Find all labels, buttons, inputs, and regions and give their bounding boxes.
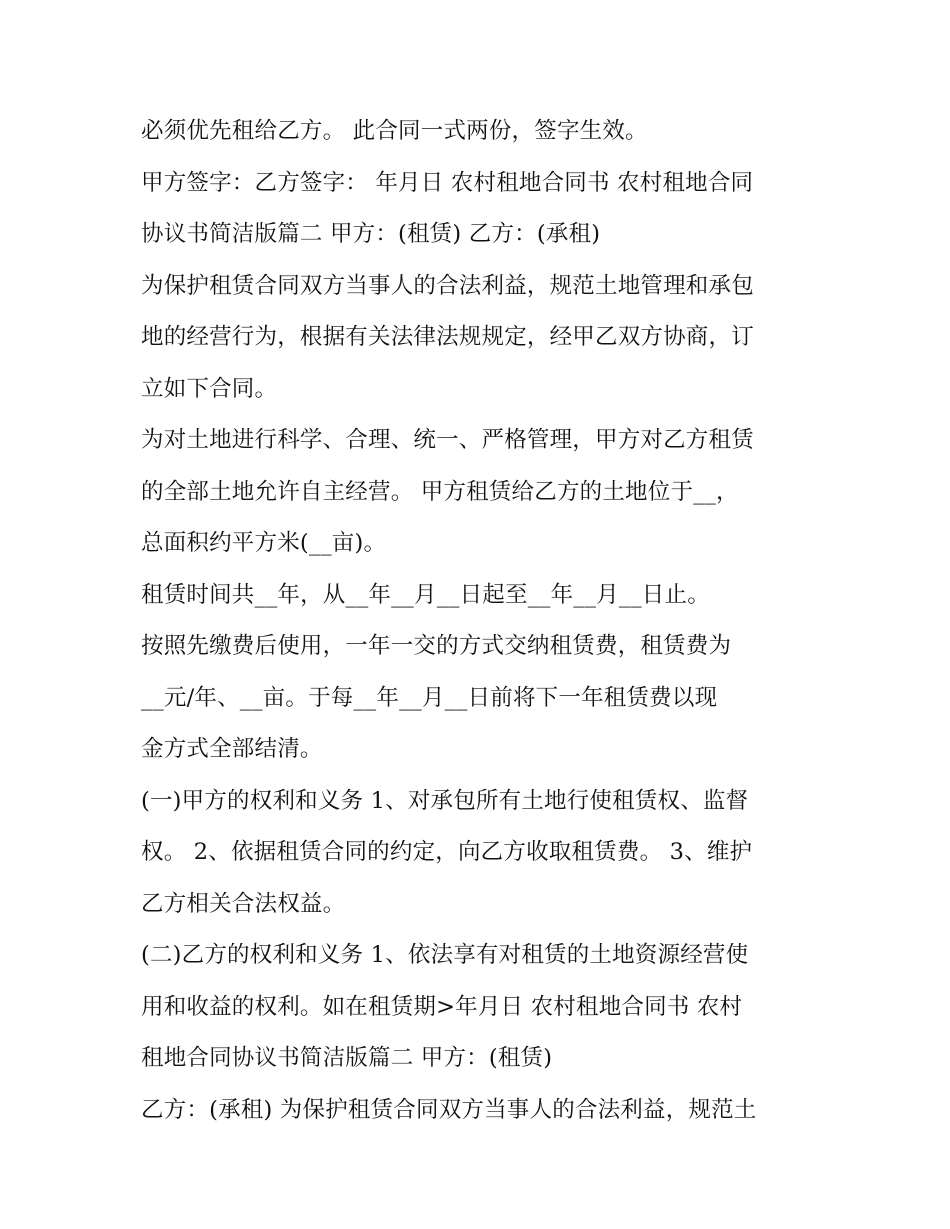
text-line: __元/年、__亩。于每__年__月__日前将下一年租赁费以现	[141, 684, 718, 711]
text-line: 用和收益的权利。如在租赁期>年月日 农村租地合同书 农村	[141, 993, 743, 1020]
text-line: 立如下合同。	[141, 375, 278, 402]
text-line: 乙方相关合法权益。	[141, 890, 346, 917]
text-line: 地的经营行为，根据有关法律法规规定，经甲乙双方协商，订	[141, 324, 754, 350]
text-line: 金方式全部结清。	[141, 736, 323, 762]
text-line: 为对土地进行科学、合理、统一、严格管理，甲方对乙方租赁	[141, 427, 754, 453]
text-line: 权。 2、依据租赁合同的约定，向乙方收取租赁费。 3、维护	[141, 839, 753, 865]
text-line: (二)乙方的权利和义务 1、依法享有对租赁的土地资源经营使	[141, 942, 749, 968]
text-line: 必须优先租给乙方。 此合同一式两份，签字生效。	[141, 118, 648, 144]
document-body	[141, 106, 821, 1136]
text-line: 总面积约平方米(__亩)。	[141, 530, 387, 556]
text-line: 为保护租赁合同双方当事人的合法利益，规范土地管理和承包	[141, 272, 754, 299]
text-line: (一)甲方的权利和义务 1、对承包所有土地行使租赁权、监督	[141, 787, 749, 814]
text-line: 协议书简洁版篇二 甲方：(租赁) 乙方：(承租)	[141, 221, 601, 247]
text-line: 乙方：(承租) 为保护租赁合同双方当事人的合法利益，规范土	[141, 1096, 757, 1123]
text-line: 租地合同协议书简洁版篇二 甲方：(租赁)	[141, 1045, 553, 1071]
text-line: 甲方签字：乙方签字： 年月日 农村租地合同书 农村租地合同	[141, 169, 754, 196]
text-line: 的全部土地允许自主经营。 甲方租赁给乙方的土地位于__，	[141, 478, 739, 505]
text-line: 按照先缴费后使用，一年一交的方式交纳租赁费，租赁费为	[141, 633, 732, 659]
text-line: 租赁时间共__年，从__年__月__日起至__年__月__日止。	[141, 581, 710, 608]
